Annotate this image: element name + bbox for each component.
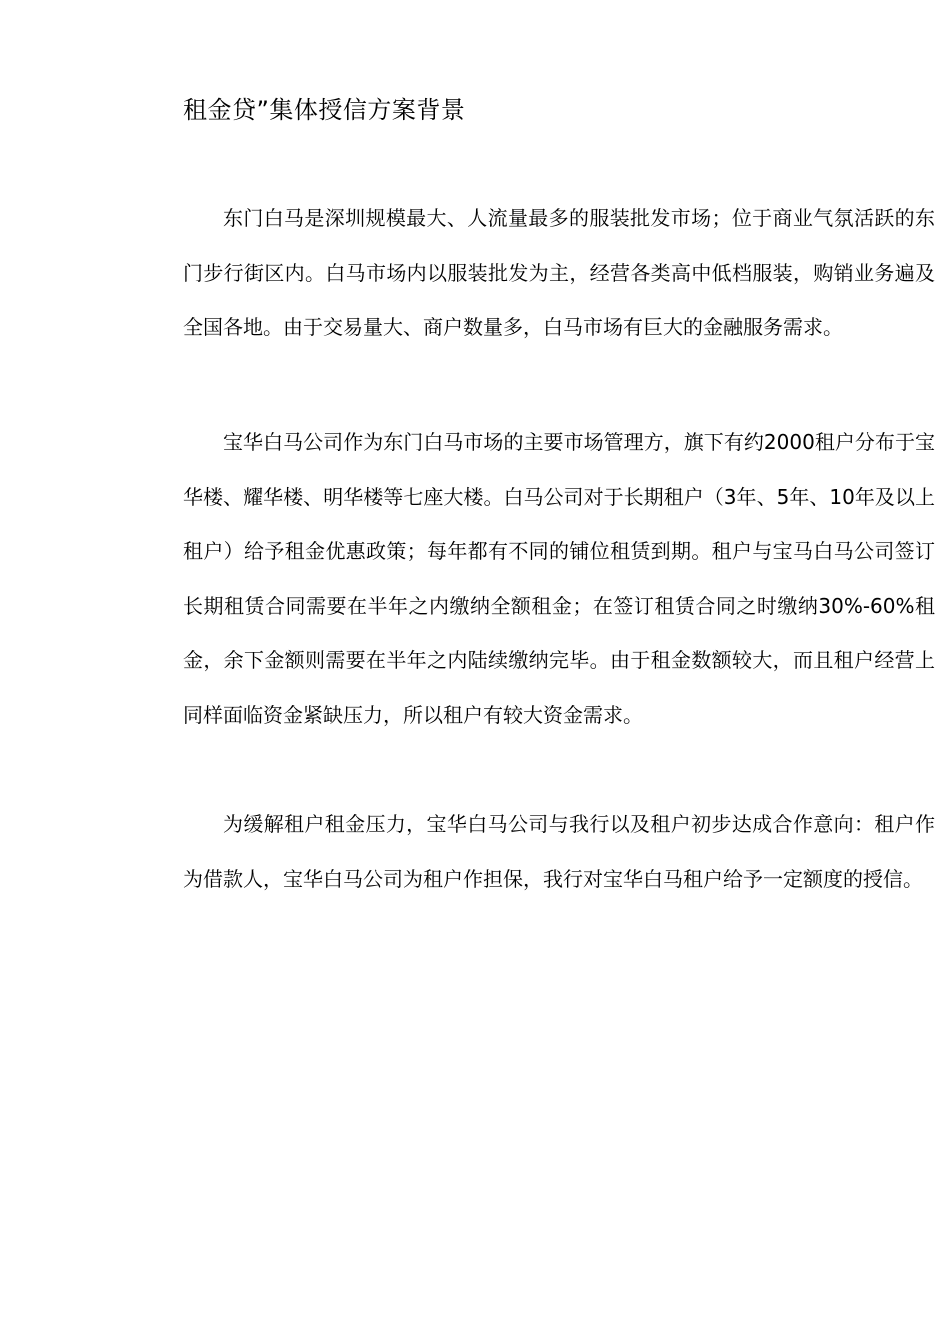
paragraph-market-overview: 东门白马是深圳规模最大、人流量最多的服装批发市场；位于商业气氛活跃的东门步行街区内。白马市场内以服装批发为主，经营各类高中低档服装，购销业务遍及全国各地。由于交易量大、商户数量多，白马市场有巨大的金融服务需求。 [183, 206, 935, 339]
paragraph-cooperation-intent: 为缓解租户租金压力，宝华白马公司与我行以及租户初步达成合作意向：租户作为借款人，宝华白马公司为租户作担保，我行对宝华白马租户给予一定额度的授信。 [183, 812, 935, 891]
document-title: 租金贷”集体授信方案背景 [183, 96, 466, 124]
paragraph-company-tenants: 宝华白马公司作为东门白马市场的主要市场管理方，旗下有约2000租户分布于宝华楼、耀华楼、明华楼等七座大楼。白马公司对于长期租户（3年、5年、10年及以上租户）给予租金优惠政策；每年都有不同的铺位租赁到期。租户与宝马白马公司签订长期租赁合同需要在半年之内缴纳全额租金；在签订租赁合同之时缴纳30%-60%租金，余下金额则需要在半年之内陆续缴纳完毕。由于租金数额较大，而且租户经营上同样面临资金紧缺压力，所以租户有较大资金需求。 [183, 430, 935, 727]
